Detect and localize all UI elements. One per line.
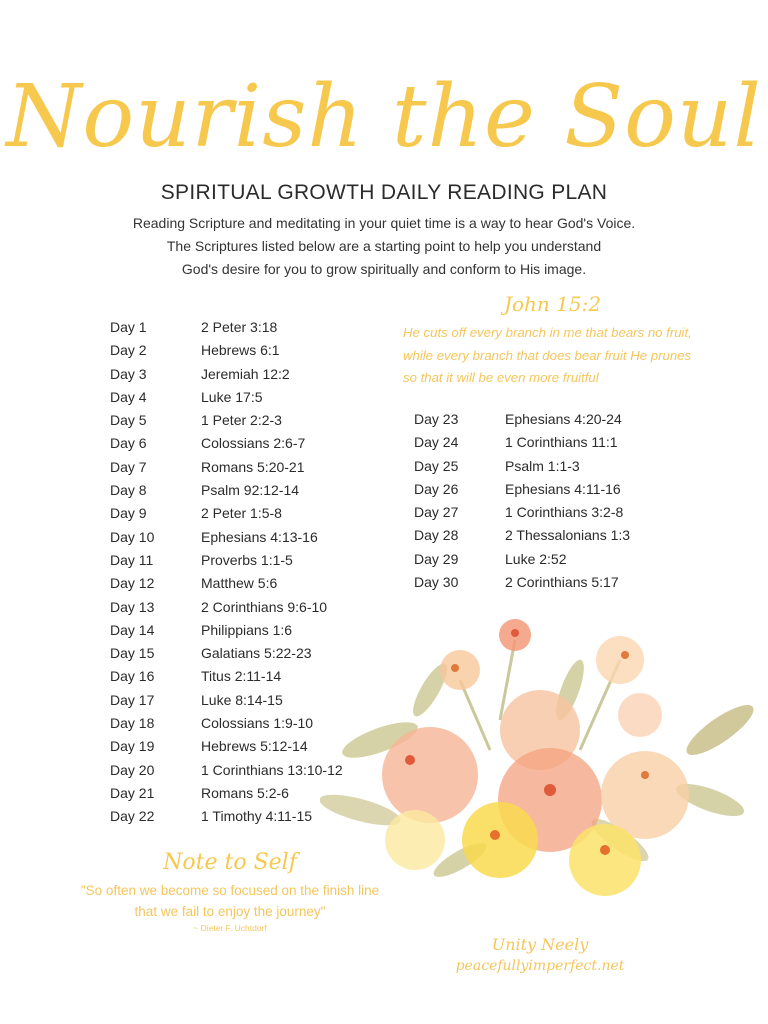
quote-line: "So often we become so focused on the finish line: [80, 883, 380, 898]
plan-row: [414, 501, 674, 524]
quote-text: [60, 880, 400, 922]
intro-text: [0, 212, 768, 281]
plan-day-label: Day 15: [110, 645, 155, 662]
plan-day-label: Day 20: [110, 761, 155, 778]
intro-line: Reading Scripture and meditating in your quiet time is a way to hear God's Voice.: [132, 215, 636, 231]
plan-scripture-reference: 2 Thessalonians 1:3: [505, 527, 631, 544]
plan-scripture-reference: Hebrews 5:12-14: [201, 738, 308, 755]
plan-row: [110, 386, 370, 409]
plan-scripture-reference: Galatians 5:22-23: [201, 645, 312, 662]
reading-plan-column-2: [414, 408, 674, 594]
plan-row: [414, 571, 674, 594]
plan-day-label: Day 9: [110, 505, 147, 522]
signature-website: peacefullyimperfect.net: [455, 958, 625, 974]
plan-day-label: Day 3: [110, 365, 147, 382]
plan-row: [414, 548, 674, 571]
note-to-self-heading: Note to Self: [163, 850, 297, 875]
plan-day-label: Day 16: [110, 668, 155, 685]
plan-row: [110, 549, 370, 572]
plan-row: [110, 572, 370, 595]
plan-scripture-reference: Romans 5:20-21: [201, 458, 305, 475]
plan-scripture-reference: Colossians 1:9-10: [201, 715, 314, 732]
plan-scripture-reference: 2 Corinthians 9:6-10: [201, 598, 328, 615]
plan-row: [110, 526, 370, 549]
plan-day-label: Day 29: [414, 550, 459, 567]
plan-row: [110, 409, 370, 432]
intro-line: The Scriptures listed below are a starting point to help you understand: [166, 238, 602, 254]
plan-scripture-reference: Ephesians 4:11-16: [505, 480, 621, 497]
plan-day-label: Day 7: [110, 458, 147, 475]
plan-day-label: Day 26: [414, 480, 459, 497]
plan-row: [414, 524, 674, 547]
plan-day-label: Day 5: [110, 412, 147, 429]
plan-scripture-reference: 2 Peter 1:5-8: [201, 505, 282, 522]
plan-day-label: Day 12: [110, 575, 155, 592]
page-title: Nourish the Soul: [6, 67, 762, 167]
plan-scripture-reference: 1 Corinthians 13:10-12: [201, 761, 343, 778]
signature-name: Unity Neely: [491, 935, 589, 954]
plan-row: [110, 316, 370, 339]
plan-day-label: Day 28: [414, 527, 459, 544]
plan-scripture-reference: Ephesians 4:13-16: [201, 528, 318, 545]
plan-scripture-reference: Titus 2:11-14: [201, 668, 282, 685]
plan-row: [414, 431, 674, 454]
plan-scripture-reference: 2 Peter 3:18: [201, 319, 278, 335]
plan-scripture-reference: Psalm 92:12-14: [201, 482, 300, 499]
plan-day-label: Day 6: [110, 435, 147, 452]
plan-day-label: Day 27: [414, 504, 459, 521]
plan-day-label: Day 14: [110, 621, 155, 638]
plan-scripture-reference: 1 Corinthians 3:2-8: [505, 504, 624, 521]
featured-verse: [403, 322, 713, 390]
plan-row: [110, 456, 370, 479]
plan-row: [110, 339, 370, 362]
plan-scripture-reference: Ephesians 4:20-24: [505, 411, 622, 427]
plan-day-label: Day 13: [110, 598, 155, 615]
plan-scripture-reference: Colossians 2:6-7: [201, 435, 306, 452]
plan-day-label: Day 30: [414, 574, 459, 591]
plan-day-label: Day 1: [110, 319, 147, 335]
plan-scripture-reference: Jeremiah 12:2: [201, 365, 290, 382]
plan-scripture-reference: 1 Peter 2:2-3: [201, 412, 282, 429]
plan-row: [414, 408, 674, 431]
plan-row: [110, 479, 370, 502]
quote-line: that we fail to enjoy the journey": [134, 904, 326, 919]
plan-day-label: Day 4: [110, 388, 147, 405]
verse-reference: John 15:2: [503, 292, 602, 316]
intro-line: God's desire for you to grow spiritually and conform to His image.: [181, 261, 587, 277]
plan-day-label: Day 11: [110, 551, 154, 568]
verse-line: so that it will be even more fruitful: [403, 370, 599, 385]
plan-scripture-reference: 2 Corinthians 5:17: [505, 574, 619, 591]
plan-row: [110, 363, 370, 386]
plan-day-label: Day 18: [110, 715, 155, 732]
plan-row: [110, 432, 370, 455]
verse-line: He cuts off every branch in me that bears no fruit,: [403, 325, 692, 340]
plan-scripture-reference: Romans 5:2-6: [201, 784, 289, 801]
plan-scripture-reference: 1 Corinthians 11:1: [505, 434, 618, 451]
plan-day-label: Day 10: [110, 528, 155, 545]
plan-scripture-reference: Matthew 5:6: [201, 575, 278, 592]
plan-day-label: Day 24: [414, 434, 459, 451]
plan-row: [414, 455, 674, 478]
plan-day-label: Day 2: [110, 342, 147, 359]
plan-scripture-reference: 1 Timothy 4:11-15: [201, 808, 313, 825]
plan-row: [110, 502, 370, 525]
plan-day-label: Day 17: [110, 691, 155, 708]
plan-row: [414, 478, 674, 501]
plan-scripture-reference: Philippians 1:6: [201, 621, 293, 638]
plan-scripture-reference: Hebrews 6:1: [201, 342, 280, 359]
plan-day-label: Day 23: [414, 411, 459, 427]
verse-line: while every branch that does bear fruit He prunes: [403, 347, 692, 363]
plan-scripture-reference: Psalm 1:1-3: [505, 457, 580, 474]
plan-day-label: Day 22: [110, 808, 155, 825]
plan-scripture-reference: Luke 2:52: [505, 550, 567, 567]
plan-day-label: Day 25: [414, 457, 459, 474]
plan-scripture-reference: Proverbs 1:1-5: [201, 551, 293, 568]
page-subtitle: SPIRITUAL GROWTH DAILY READING PLAN: [160, 181, 608, 204]
plan-scripture-reference: Luke 8:14-15: [201, 691, 283, 708]
plan-day-label: Day 8: [110, 482, 147, 499]
plan-day-label: Day 21: [110, 784, 155, 801]
plan-day-label: Day 19: [110, 738, 155, 755]
quote-attribution: ~ Dieter F. Uchtdorf: [193, 923, 267, 933]
plan-scripture-reference: Luke 17:5: [201, 388, 263, 405]
